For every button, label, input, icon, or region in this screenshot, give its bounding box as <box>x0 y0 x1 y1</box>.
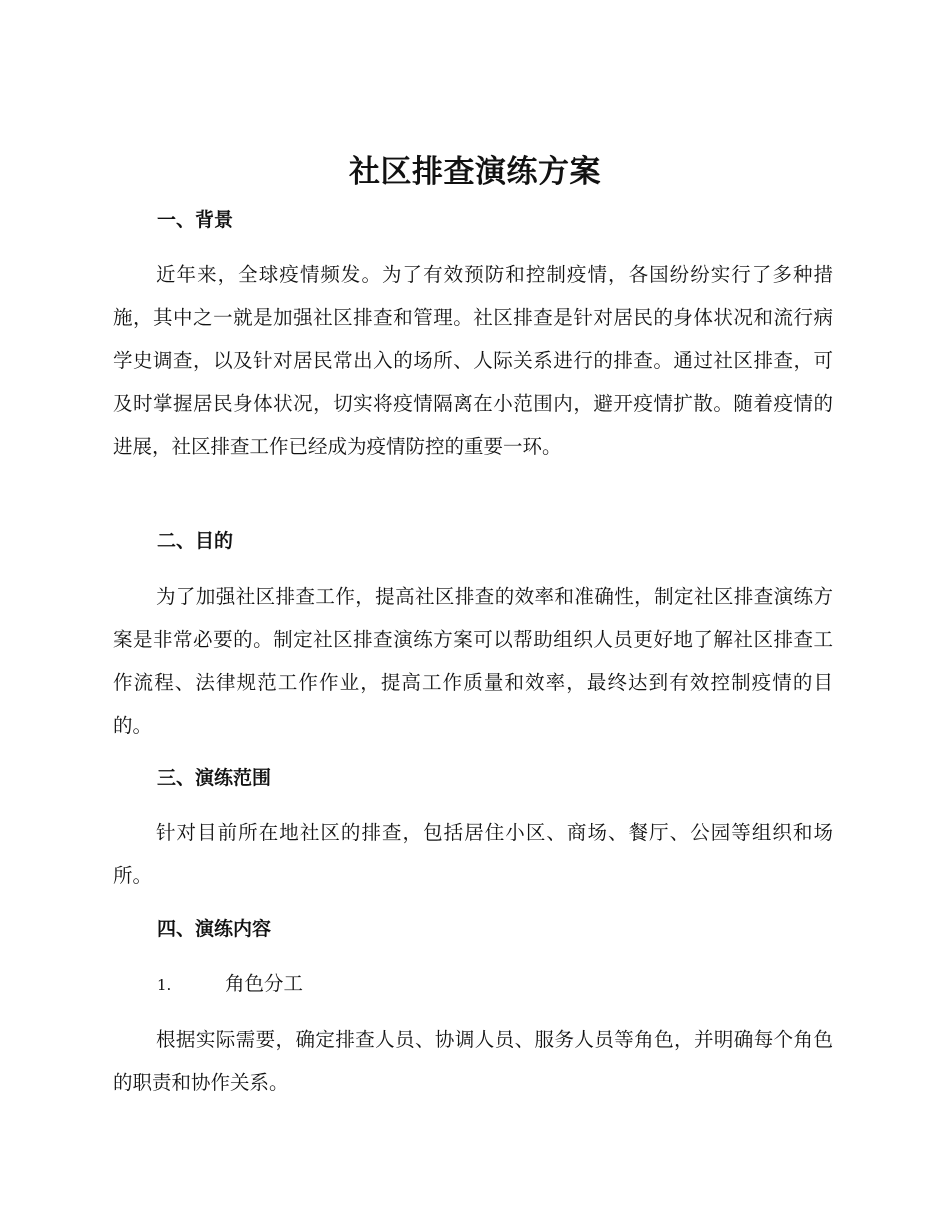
section-paragraph-scope: 针对目前所在地社区的排查，包括居住小区、商场、餐厅、公园等组织和场所。 <box>113 821 833 887</box>
section-paragraph-purpose: 为了加强社区排查工作，提高社区排查的效率和准确性，制定社区排查演练方案是非常必要的。制定社区排查演练方案可以帮助组织人员更好地了解社区排查工作流程、法律规范工作作业，提高工作质量和效率，最终达到有效控制疫情的目的。 <box>113 585 833 737</box>
list-item-role-division <box>157 970 303 999</box>
list-item-label: 角色分工 <box>225 972 304 995</box>
section-paragraph-content: 根据实际需要，确定排查人员、协调人员、服务人员等角色，并明确每个角色的职责和协作关系。 <box>113 1028 833 1094</box>
section-heading-content: 四、演练内容 <box>157 918 272 940</box>
document-title: 社区排查演练方案 <box>349 154 601 190</box>
section-heading-background: 一、背景 <box>157 209 234 231</box>
section-heading-purpose: 二、目的 <box>157 530 234 552</box>
section-paragraph-background: 近年来，全球疫情频发。为了有效预防和控制疫情，各国纷纷实行了多种措施，其中之一就是加强社区排查和管理。社区排查是针对居民的身体状况和流行病学史调查，以及针对居民常出入的场所、人际关系进行的排查。通过社区排查，可及时掌握居民身体状况，切实将疫情隔离在小范围内，避开疫情扩散。随着疫情的进展，社区排查工作已经成为疫情防控的重要一环。 <box>113 263 833 458</box>
section-heading-scope: 三、演练范围 <box>157 767 272 789</box>
list-item-number: 1. <box>157 976 172 994</box>
